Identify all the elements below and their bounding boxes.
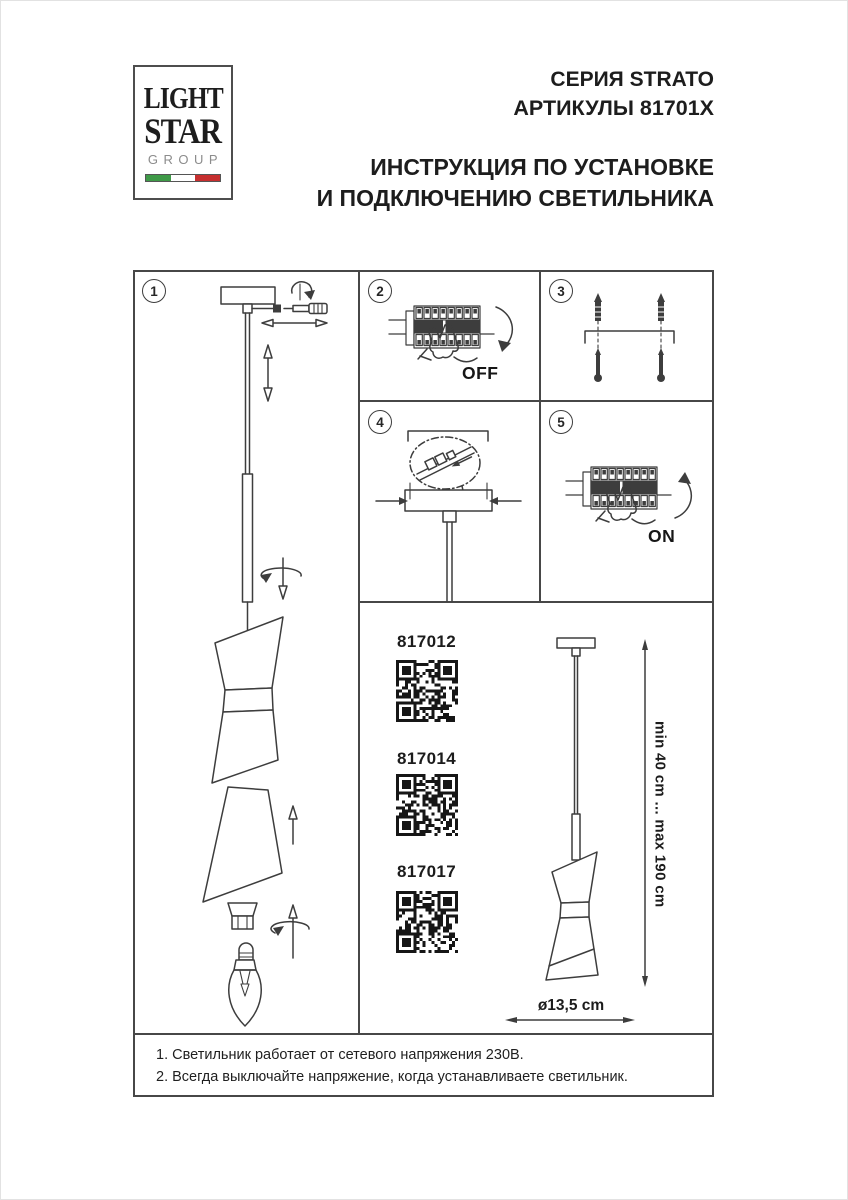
articles-title: АРТИКУЛЫ 81701X — [513, 96, 714, 120]
products-panel — [359, 602, 714, 1035]
italian-flag-stripe — [145, 174, 221, 182]
exploded-lamp-diagram — [133, 270, 359, 1035]
height-dimension-label: min 40 cm ... max 190 cm — [651, 721, 669, 908]
qr-code — [396, 774, 458, 836]
step-4-number: 4 — [368, 410, 392, 434]
step-1-number: 1 — [142, 279, 166, 303]
flag-red — [195, 175, 220, 181]
qr-code — [396, 660, 458, 722]
shade-upper-piece — [212, 617, 283, 783]
series-title: СЕРИЯ STRATO — [550, 68, 714, 91]
article-number: 817012 — [397, 632, 457, 651]
logo-word-star: STAR — [144, 111, 222, 151]
step-3-number: 3 — [549, 279, 573, 303]
set-screw — [252, 305, 281, 313]
alignment-dashes — [598, 321, 661, 350]
article-number: 817017 — [397, 862, 457, 881]
suspension-rod — [447, 522, 452, 601]
diameter-dimension-label: ø13,5 cm — [537, 997, 605, 1014]
rotate-lift-arrow-icon — [271, 905, 309, 958]
qr-code — [396, 891, 458, 953]
note-line-1: 1. Светильник работает от сетевого напряжения 230В. — [156, 1047, 524, 1063]
note-line-2: 2. Всегда выключайте напряжение, когда устанавливаете светильник. — [156, 1069, 628, 1085]
step-2-panel — [359, 270, 540, 401]
turn-off-arrow-icon — [496, 307, 512, 352]
socket-ring — [228, 903, 257, 929]
step-5-number: 5 — [549, 410, 573, 434]
pendant-lamp-drawing — [546, 638, 598, 980]
diameter-dimension-line — [505, 1017, 635, 1023]
step-3-panel — [540, 270, 714, 401]
screwdriver-icon — [284, 304, 327, 314]
logo-word-group: GROUP — [147, 152, 224, 167]
step-2-number: 2 — [368, 279, 392, 303]
flag-white — [171, 175, 196, 181]
rotate-arrow-icon — [292, 282, 315, 300]
ceiling-bracket — [408, 431, 488, 441]
height-adjust-arrow-icon — [264, 345, 272, 401]
on-label: ON — [648, 526, 676, 546]
page-title — [317, 152, 714, 214]
step-4-panel — [359, 401, 540, 602]
rotate-down-arrow-icon — [261, 558, 301, 599]
circuit-breaker-strip — [389, 306, 494, 348]
lift-arrow-icon — [289, 806, 297, 844]
off-label: OFF — [462, 363, 499, 383]
circuit-breaker-strip — [566, 467, 671, 509]
turn-on-arrow-icon — [675, 472, 691, 518]
logo-word-light: LIGHT — [143, 80, 223, 115]
article-number: 817014 — [397, 749, 457, 768]
page-title-line2: И ПОДКЛЮЧЕНИЮ СВЕТИЛЬНИКА — [316, 185, 714, 211]
shade-lower-piece — [203, 787, 282, 902]
step-1-panel — [133, 270, 359, 1035]
slide-arrow-icon — [262, 320, 327, 327]
flag-green — [146, 175, 171, 181]
suspension-rod — [243, 313, 253, 632]
step-5-panel — [540, 401, 714, 602]
safety-notes — [133, 1035, 714, 1097]
wall-anchor-icons — [594, 293, 665, 321]
screw-icons — [594, 348, 665, 382]
lightstar-logo — [133, 65, 233, 200]
candle-bulb — [229, 943, 261, 1026]
page-title-line1: ИНСТРУКЦИЯ ПО УСТАНОВКЕ — [370, 154, 714, 180]
